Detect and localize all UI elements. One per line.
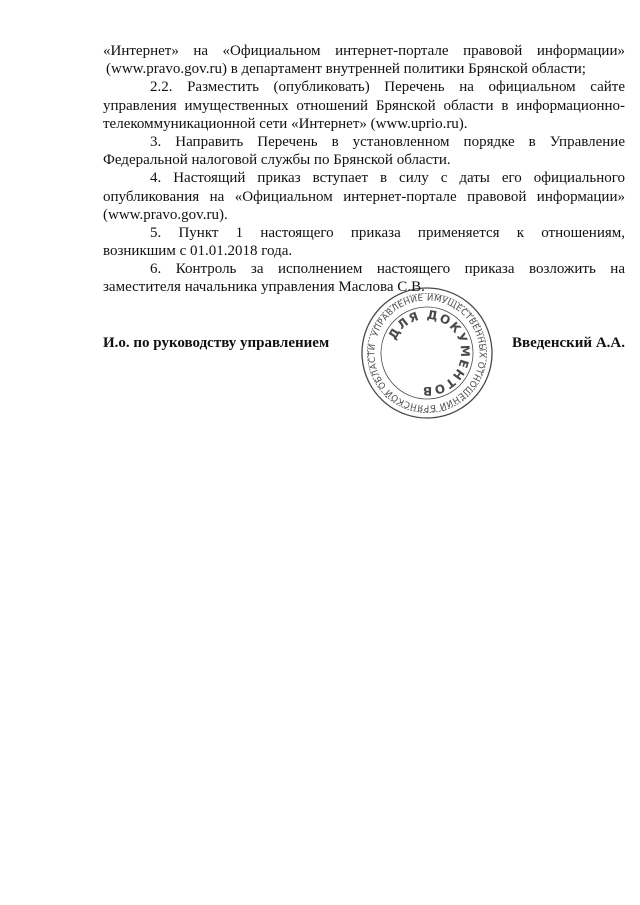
stamp-ring-text: УПРАВЛЕНИЕ ИМУЩЕСТВЕННЫХ ОТНОШЕНИЙ БРЯНСКОЙ ОБЛАСТИ [367, 293, 487, 413]
order-body-text [103, 42, 625, 297]
signer-position: И.о. по руководству управлением [103, 335, 330, 351]
text-line: (www.pravo.gov.ru) в департамент внутренней политики Брянской области; [106, 61, 586, 78]
paragraph-5: 5. Пункт 1 настоящего приказа применяется к отношениям, [150, 224, 625, 241]
text-line: (www.pravo.gov.ru). [103, 206, 228, 223]
paragraph-3: 3. Направить Перечень в установленном порядке в Управление [150, 133, 625, 150]
text-line: телекоммуникационной сети «Интернет» (www.uprio.ru). [103, 115, 468, 132]
text-line: управления имущественных отношений Брянской области в информационно- [103, 97, 625, 114]
paragraph-2-2: 2.2. Разместить (опубликовать) Перечень на официальном сайте [150, 79, 625, 96]
signer-name: Введенский А.А. [512, 335, 625, 351]
text-line: возникшим с 01.01.2018 года. [103, 243, 293, 260]
paragraph-6: 6. Контроль за исполнением настоящего приказа возложить на [150, 261, 625, 278]
stamp-center-text: ДЛЯ ДОКУМЕНТОВ [385, 307, 473, 399]
official-seal-stamp [354, 283, 500, 423]
paragraph-4: 4. Настоящий приказ вступает в силу с даты его официального [150, 170, 625, 187]
text-line: опубликования на «Официальном интернет-портале правовой информации» [103, 188, 625, 205]
text-line: заместителя начальника управления Маслова С.В. [103, 279, 425, 296]
text-line: Федеральной налоговой службы по Брянской области. [103, 152, 451, 169]
text-line: «Интернет» на «Официальном интернет-портале правовой информации» [103, 43, 625, 59]
